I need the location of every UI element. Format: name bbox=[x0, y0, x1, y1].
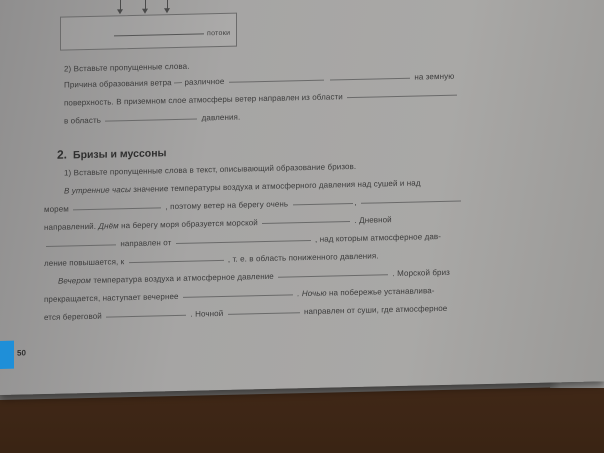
text-fragment: , поэтому ветер на берегу очень bbox=[165, 199, 289, 212]
text-fragment: Причина образования ветра — различное bbox=[64, 76, 225, 90]
text-fragment: , над которым атмосферное дав- bbox=[315, 231, 441, 244]
answer-blank[interactable] bbox=[229, 79, 324, 83]
text-fragment: на побережье устанавлива- bbox=[328, 286, 435, 298]
answer-blank[interactable] bbox=[347, 94, 457, 98]
answer-blank[interactable] bbox=[293, 202, 353, 205]
text-fragment-emphasis: В утренние часы bbox=[64, 185, 131, 196]
answer-blank[interactable] bbox=[106, 314, 186, 318]
task2-line bbox=[64, 72, 454, 90]
page-color-tab bbox=[0, 341, 14, 369]
text-fragment: давления. bbox=[201, 112, 241, 123]
task2-heading: 2) Вставьте пропущенные слова. bbox=[64, 61, 190, 74]
section-heading bbox=[57, 145, 167, 161]
text-fragment: направлен от суши, где атмосферное bbox=[303, 303, 448, 317]
task1-line bbox=[64, 178, 421, 195]
answer-blank[interactable] bbox=[183, 293, 293, 297]
answer-blank[interactable] bbox=[114, 32, 204, 36]
task1-line bbox=[44, 251, 379, 268]
text-fragment: направлений. bbox=[44, 221, 97, 233]
answer-blank[interactable] bbox=[46, 243, 116, 247]
text-fragment: морем bbox=[44, 204, 69, 215]
text-fragment: поверхность. В приземном слое атмосферы ветер направлен из области bbox=[64, 92, 343, 108]
task1-line bbox=[44, 215, 392, 232]
answer-blank[interactable] bbox=[262, 220, 350, 224]
text-fragment: на берегу моря образуется морской bbox=[121, 218, 258, 231]
text-fragment-emphasis: Вечером bbox=[58, 275, 92, 286]
flow-arrow-icon bbox=[120, 0, 121, 11]
answer-blank[interactable] bbox=[105, 118, 197, 122]
answer-blank[interactable] bbox=[361, 200, 461, 204]
answer-blank[interactable] bbox=[228, 311, 300, 315]
text-fragment: температура воздуха и атмосферное давление bbox=[93, 271, 274, 285]
text-fragment: . Дневной bbox=[354, 215, 392, 225]
task1-line bbox=[44, 232, 441, 250]
flow-arrow-icon bbox=[167, 0, 168, 10]
task1-line bbox=[44, 286, 435, 304]
text-fragment: на земную bbox=[414, 71, 455, 82]
text-fragment-emphasis: Днём bbox=[98, 221, 119, 231]
text-fragment: . Морской бриз bbox=[392, 267, 450, 279]
task1-line: морем , поэтому ветер на берегу очень , bbox=[44, 195, 463, 214]
task1-line bbox=[58, 268, 450, 286]
text-fragment: ется береговой bbox=[44, 311, 102, 323]
text-fragment: , т. е. в область пониженного давления. bbox=[227, 251, 379, 264]
flow-label: потоки bbox=[207, 29, 231, 38]
task2-line bbox=[64, 90, 459, 108]
text-fragment: ление повышается, к bbox=[44, 257, 125, 269]
text-fragment: в область bbox=[64, 115, 101, 126]
task2-line bbox=[64, 113, 240, 126]
text-fragment: значение температуры воздуха и атмосферного давления над сушей и над bbox=[133, 178, 421, 194]
section-number: 2. bbox=[57, 147, 68, 162]
answer-blank[interactable] bbox=[73, 206, 161, 210]
text-fragment: направлен от bbox=[120, 238, 172, 249]
task1-heading: 1) Вставьте пропущенные слова в текст, описывающий образование бризов. bbox=[64, 161, 357, 178]
answer-blank[interactable] bbox=[176, 239, 311, 244]
text-fragment-emphasis: . Ночью bbox=[297, 288, 327, 299]
section-title: Бризы и муссоны bbox=[73, 147, 167, 162]
task1-line bbox=[44, 304, 447, 322]
text-fragment: . Ночной bbox=[190, 308, 224, 319]
answer-blank[interactable] bbox=[129, 259, 224, 263]
page-number: 50 bbox=[17, 348, 26, 358]
flow-arrow-icon bbox=[145, 0, 146, 11]
text-fragment: прекращается, наступает вечернее bbox=[44, 291, 179, 305]
answer-blank[interactable] bbox=[330, 77, 410, 81]
answer-blank[interactable] bbox=[278, 273, 388, 277]
